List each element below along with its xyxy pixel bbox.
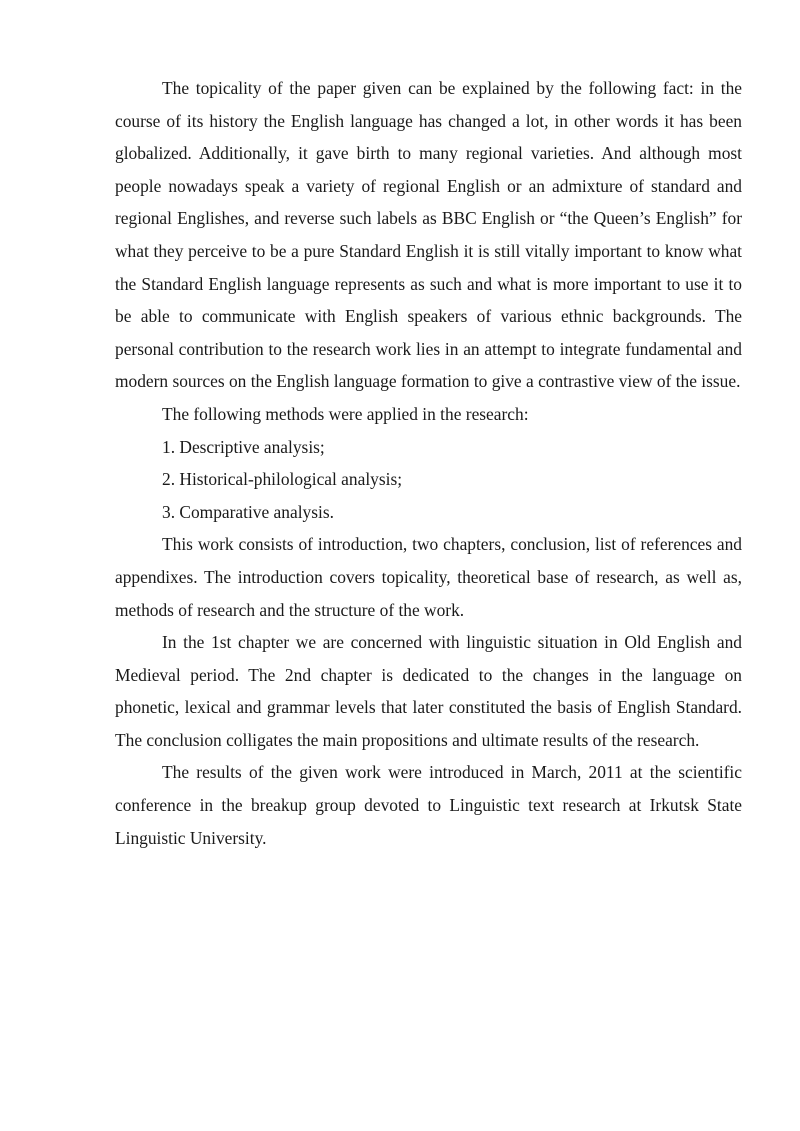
method-item-historical: 2. Historical-philological analysis;: [162, 469, 403, 490]
paragraph-topicality: The topicality of the paper given can be explained by the following fact: in the course of its history the English language has changed a lot, in other words it has been globalized. Additionally, it gave birth to many regional varieties. And although most people nowadays speak a variety of regional English or an admixture of standard and regional Englishes, and reverse such labels as BBC English or “the Queen’s English” for what they perceive to be a pure Standard English it is still vitally important to know what the Standard English language represents as such and what is more important to use it to be able to communicate with English speakers of various ethnic backgrounds. The personal contribution to the research work lies in an attempt to integrate fundamental and modern sources on the English language formation to give a contrastive view of the issue.: [115, 78, 742, 392]
paragraph-methods-intro: The following methods were applied in the research:: [162, 403, 529, 424]
method-item-descriptive: 1. Descriptive analysis;: [162, 436, 325, 457]
paragraph-work-structure: This work consists of introduction, two chapters, conclusion, list of references and appendixes. The introduction covers topicality, theoretical base of research, as well as, methods of research and the structure of the work.: [115, 534, 742, 620]
method-item-comparative: 3. Comparative analysis.: [162, 501, 334, 522]
paragraph-chapters: In the 1st chapter we are concerned with linguistic situation in Old English and Medieval period. The 2nd chapter is dedicated to the changes in the language on phonetic, lexical and grammar levels that later constituted the basis of English Standard. The conclusion colligates the main propositions and ultimate results of the research.: [115, 632, 742, 750]
document-body: [115, 72, 742, 854]
paragraph-results: The results of the given work were introduced in March, 2011 at the scientific conference in the breakup group devoted to Linguistic text research at Irkutsk State Linguistic University.: [115, 762, 742, 848]
